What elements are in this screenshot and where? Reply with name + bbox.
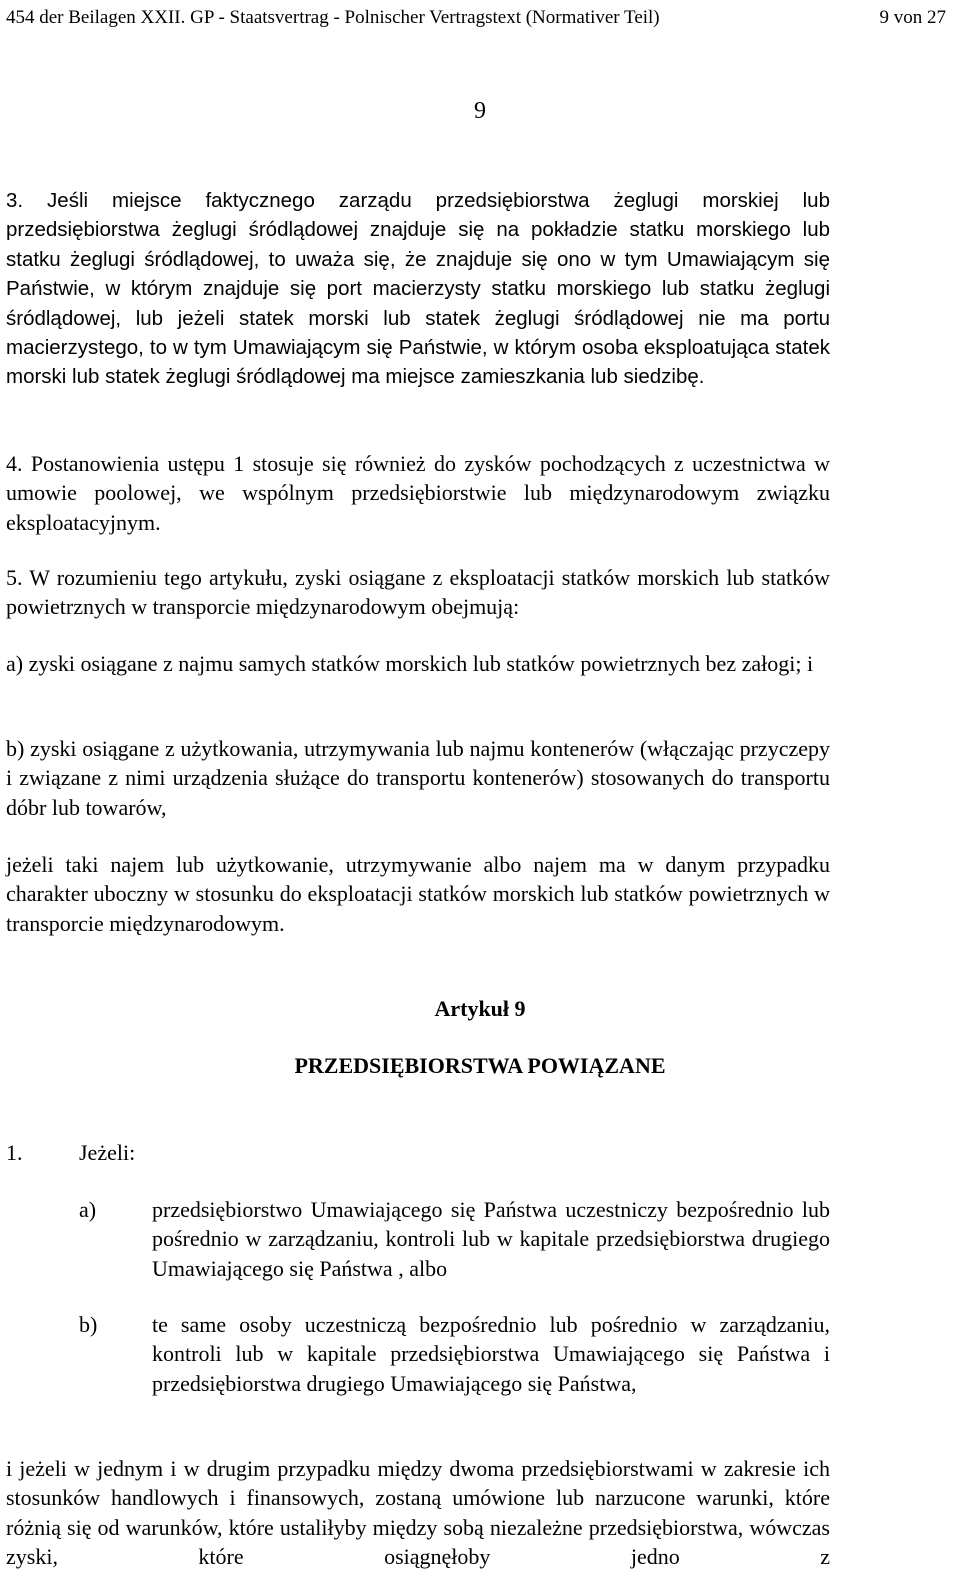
sub-item-a-text: przedsiębiorstwo Umawiającego się Państwa uczestniczy bezpośrednio lub pośrednio w zarządzaniu, kontroli lub w kapitale przedsiębiorstwa drugiego Umawiającego się Państwa , albo [152, 1197, 830, 1281]
paragraph-3: 3. Jeśli miejsce faktycznego zarządu przedsiębiorstwa żeglugi morskiej lub przedsiębiorstwa żeglugi śródlądowej znajduje się na pokładzie statku morskiego lub statku żeglugi śródlądowej, to uważa się, że znajduje się ono w tym Umawiającym się Państwie, w którym znajduje się port macierzysty statku morskiego lub statku żeglugi śródlądowej, lub jeżeli statek morski lub statek żeglugi śródlądowej nie ma portu macierzystego, to w tym Umawiającym się Państwie, w którym osoba eksploatująca statek morski lub statek żeglugi śródlądowej ma miejsce zamieszkania lub siedzibę. [6, 189, 830, 389]
page-header [6, 0, 946, 36]
page-number: 9 [474, 98, 486, 124]
article-closing-paragraph: i jeżeli w jednym i w drugim przypadku między dwoma przedsiębiorstwami w zakresie ich stosunków handlowych i finansowych, zostaną umówione lub narzucone warunki, które różnią się od warunków, które ustaliłyby między sobą niezależne przedsiębiorstwa, wówczas zyski, które osiągnęłoby jedno z [6, 1456, 830, 1570]
header-page-count: 9 von 27 [879, 7, 946, 28]
item-1-number: 1. [6, 1140, 23, 1165]
article-title: Artykuł 9 [434, 996, 526, 1021]
header-document-title: 454 der Beilagen XXII. GP - Staatsvertrag - Polnischer Vertragstext (Normativer Teil) [6, 7, 660, 28]
paragraph-5-closing: jeżeli taki najem lub użytkowanie, utrzymywanie albo najem ma w danym przypadku charakter uboczny w stosunku do eksploatacji statków morskich lub statków powietrznych w transporcie międzynarodowym. [6, 852, 830, 936]
sub-item-a-label: a) [79, 1197, 97, 1222]
paragraph-4: 4. Postanowienia ustępu 1 stosuje się również do zysków pochodzących z uczestnictwa w umowie poolowej, we wspólnym przedsiębiorstwie lub międzynarodowym związku eksploatacyjnym. [6, 451, 830, 535]
paragraph-5-a: a) zyski osiągane z najmu samych statków morskich lub statków powietrznych bez załogi; i [6, 651, 814, 676]
sub-item-b-text: te same osoby uczestniczą bezpośrednio lub pośrednio w zarządzaniu, kontroli lub w kapitale przedsiębiorstwa Umawiającego się Państwa i przedsiębiorstwa drugiego Umawiającego się Państwa, [152, 1312, 830, 1396]
paragraph-5-b: b) zyski osiągane z użytkowania, utrzymywania lub najmu kontenerów (włączając przyczepy i związane z nimi urządzenia służące do transportu kontenerów) stosowanych do transportu dóbr lub towarów, [6, 736, 830, 820]
sub-item-b-label: b) [79, 1312, 98, 1337]
article-subtitle: PRZEDSIĘBIORSTWA POWIĄZANE [294, 1053, 666, 1078]
item-1-text: Jeżeli: [79, 1140, 136, 1165]
paragraph-5: 5. W rozumieniu tego artykułu, zyski osiągane z eksploatacji statków morskich lub statków powietrznych w transporcie międzynarodowym obejmują: [6, 565, 830, 620]
